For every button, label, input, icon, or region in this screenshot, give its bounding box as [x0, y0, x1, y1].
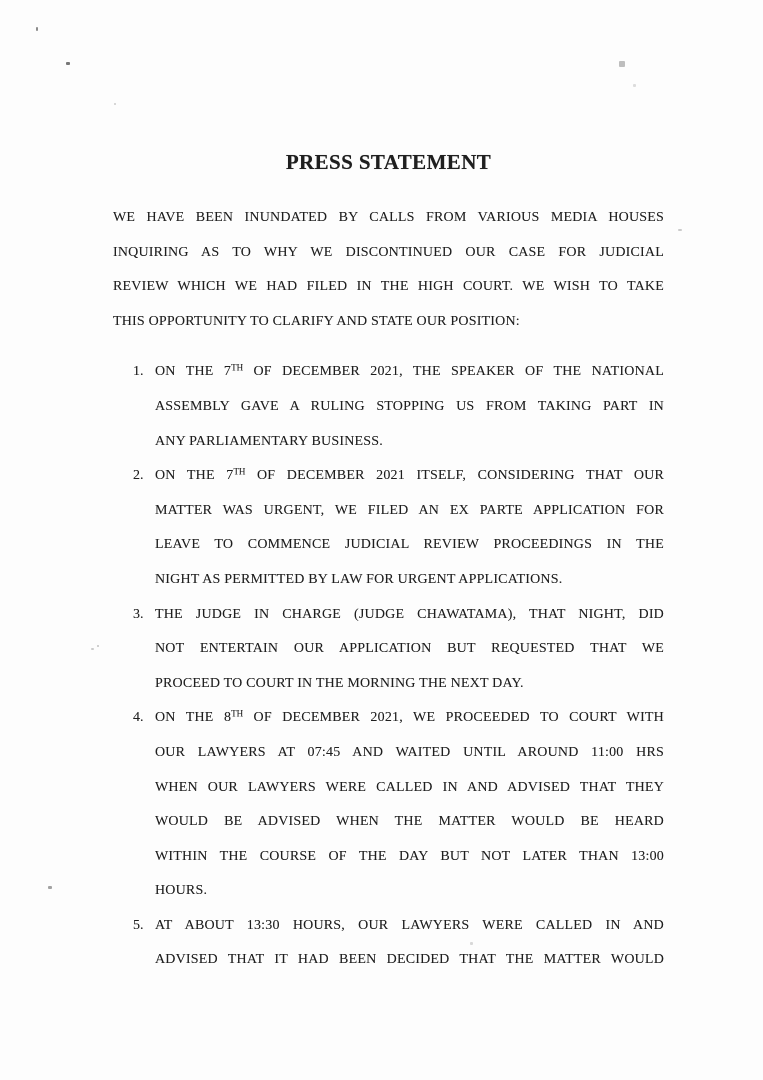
- list-item-number: 1.: [133, 364, 144, 380]
- text-line: WITHIN THE COURSE OF THE DAY BUT NOT LATER THAN 13:00: [155, 848, 664, 864]
- text-line: HOURS.: [155, 883, 208, 899]
- text-line: REVIEW WHICH WE HAD FILED IN THE HIGH COURT. WE WISH TO TAKE: [113, 279, 664, 295]
- list-item: [113, 598, 664, 702]
- scan-speck: [114, 103, 116, 105]
- scan-speck: [66, 62, 70, 65]
- list-item-number: 5.: [133, 917, 144, 933]
- list-item-number: 4.: [133, 710, 144, 726]
- numbered-list: [113, 355, 664, 978]
- scan-speck: [678, 229, 682, 231]
- text-line: PROCEED TO COURT IN THE MORNING THE NEXT DAY.: [155, 675, 524, 691]
- text-line: WE HAVE BEEN INUNDATED BY CALLS FROM VARIOUS MEDIA HOUSES: [113, 210, 664, 225]
- text-line: THIS OPPORTUNITY TO CLARIFY AND STATE OUR POSITION:: [113, 313, 520, 329]
- scan-speck: [97, 645, 99, 647]
- text-line: ASSEMBLY GAVE A RULING STOPPING US FROM TAKING PART IN: [155, 398, 664, 414]
- list-item: [113, 459, 664, 597]
- list-item: [113, 909, 664, 978]
- text-line: ADVISED THAT IT HAD BEEN DECIDED THAT THE MATTER WOULD: [155, 952, 664, 968]
- text-line: WOULD BE ADVISED WHEN THE MATTER WOULD BE HEARD: [155, 814, 664, 830]
- text-line: ANY PARLIAMENTARY BUSINESS.: [155, 433, 383, 449]
- list-item-number: 2.: [133, 468, 144, 484]
- scan-speck: [619, 61, 625, 67]
- scan-speck: [48, 886, 52, 889]
- scan-speck: [91, 648, 94, 650]
- intro-paragraph: [113, 201, 664, 339]
- text-line: AT ABOUT 13:30 HOURS, OUR LAWYERS WERE CALLED IN AND: [155, 917, 664, 933]
- list-item: [113, 701, 664, 909]
- list-item: [113, 355, 664, 459]
- document-title: PRESS STATEMENT: [285, 150, 492, 174]
- text-line: LEAVE TO COMMENCE JUDICIAL REVIEW PROCEEDINGS IN THE: [155, 537, 664, 553]
- text-line: OUR LAWYERS AT 07:45 AND WAITED UNTIL AROUND 11:00 HRS: [155, 744, 664, 760]
- text-line: ON THE 7TH OF DECEMBER 2021, THE SPEAKER OF THE NATIONAL: [155, 362, 664, 380]
- text-line: WHEN OUR LAWYERS WERE CALLED IN AND ADVISED THAT THEY: [155, 779, 664, 795]
- list-item-number: 3.: [133, 606, 144, 622]
- text-line: THE JUDGE IN CHARGE (JUDGE CHAWATAMA), THAT NIGHT, DID: [155, 606, 664, 622]
- text-line: ON THE 8TH OF DECEMBER 2021, WE PROCEEDED TO COURT WITH: [155, 708, 664, 726]
- text-line: NIGHT AS PERMITTED BY LAW FOR URGENT APPLICATIONS.: [155, 571, 563, 587]
- text-line: INQUIRING AS TO WHY WE DISCONTINUED OUR CASE FOR JUDICIAL: [113, 244, 664, 260]
- scan-speck: [633, 84, 636, 87]
- text-line: ON THE 7TH OF DECEMBER 2021 ITSELF, CONSIDERING THAT OUR: [155, 466, 664, 484]
- document-body: [113, 201, 664, 978]
- text-line: MATTER WAS URGENT, WE FILED AN EX PARTE APPLICATION FOR: [155, 502, 664, 518]
- text-line: NOT ENTERTAIN OUR APPLICATION BUT REQUESTED THAT WE: [155, 641, 664, 657]
- scan-speck: [36, 27, 38, 31]
